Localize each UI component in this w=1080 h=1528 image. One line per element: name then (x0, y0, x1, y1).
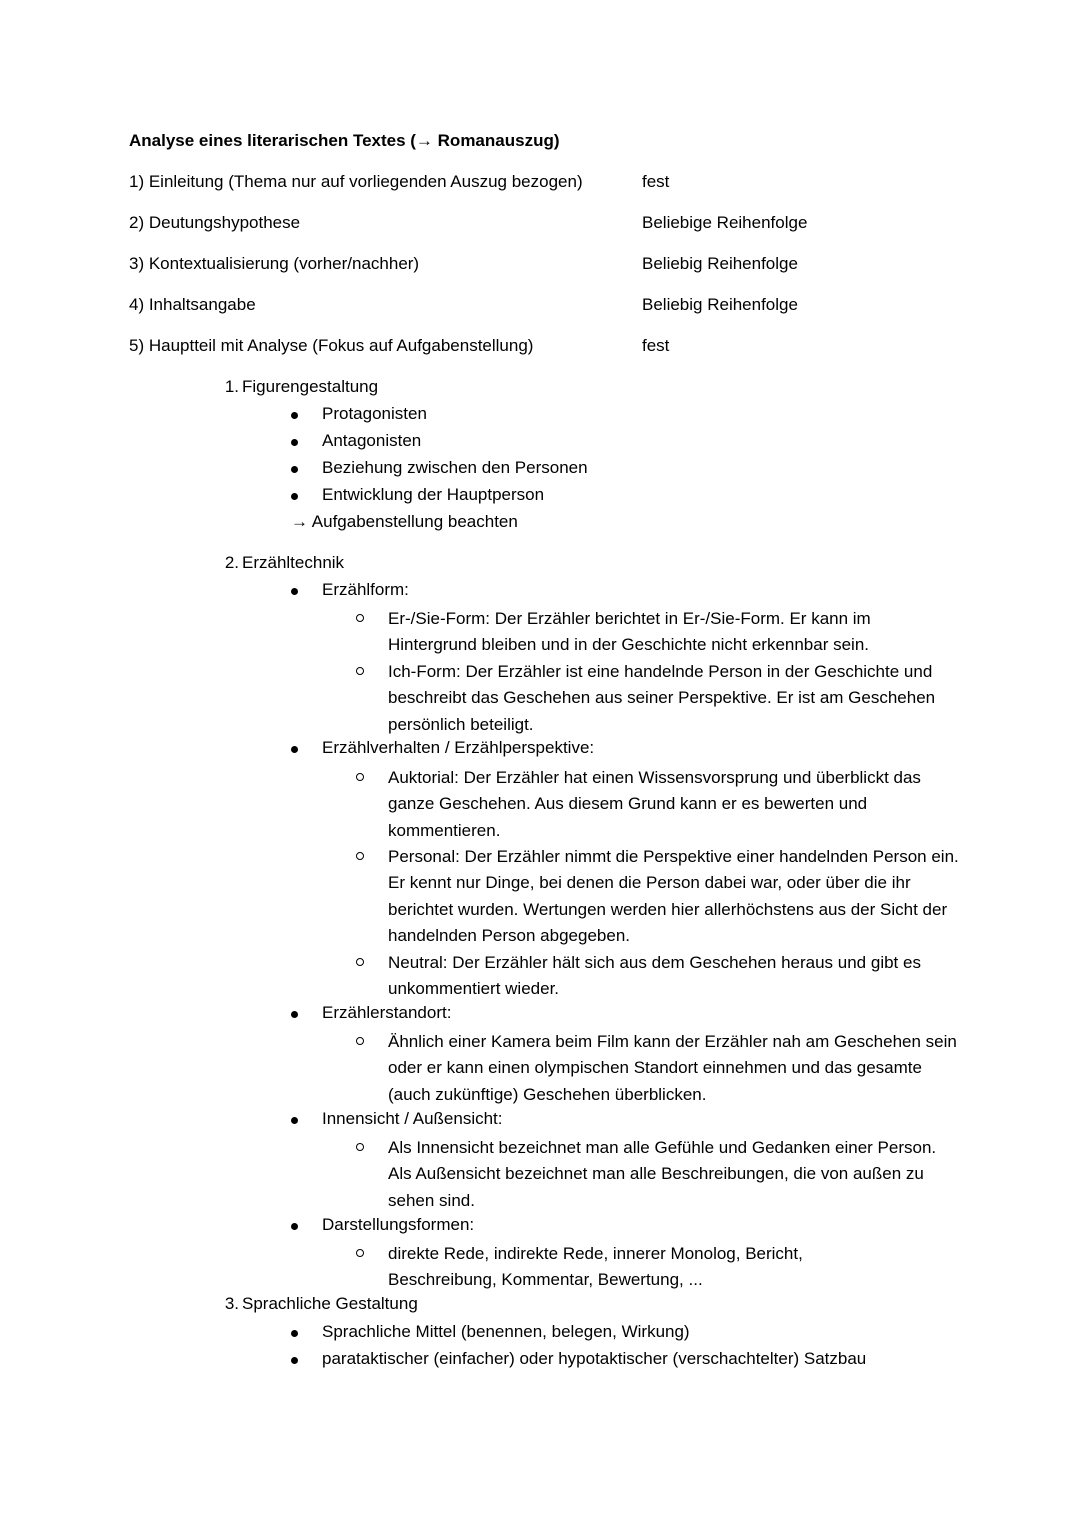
bullet-icon (291, 746, 298, 753)
list-item: Innensicht / Außensicht: (291, 1109, 951, 1133)
bullet-icon (291, 1223, 298, 1230)
circle-bullet-icon (356, 1037, 364, 1045)
circle-bullet-icon (356, 852, 364, 860)
circle-bullet-icon (356, 1249, 364, 1257)
list-item: Erzählerstandort: (291, 1003, 951, 1027)
outline-order: fest (642, 172, 670, 191)
circle-bullet-icon (356, 773, 364, 781)
outline-order: Beliebige Reihenfolge (642, 213, 808, 232)
section-number: 1. (224, 377, 239, 396)
section-heading (209, 377, 709, 401)
outline-label: 2) Deutungshypothese (129, 213, 301, 232)
circle-bullet-icon (356, 667, 364, 675)
outline-row (129, 295, 969, 319)
list-item: Entwicklung der Hauptperson (291, 485, 951, 509)
outline-label: 1) Einleitung (Thema nur auf vorliegenden Auszug bezogen) (129, 172, 583, 191)
circle-bullet-icon (356, 614, 364, 622)
list-item: Darstellungsformen: (291, 1215, 951, 1239)
bullet-icon (291, 1357, 298, 1364)
list-item: Erzählverhalten / Erzählperspektive: (291, 738, 951, 762)
circle-bullet-icon (356, 1143, 364, 1151)
section-title: Figurengestaltung (242, 377, 379, 396)
outline-label: 4) Inhaltsangabe (129, 295, 256, 314)
list-item: Antagonisten (291, 431, 951, 455)
section-heading (209, 1294, 709, 1318)
document-title: Analyse eines literarischen Textes (→ Romanauszug) (129, 131, 560, 150)
bullet-icon (291, 439, 298, 446)
bullet-icon (291, 1011, 298, 1018)
outline-label: 5) Hauptteil mit Analyse (Fokus auf Aufgabenstellung) (129, 336, 534, 355)
section-number: 3. (224, 1294, 239, 1313)
outline-label: 3) Kontextualisierung (vorher/nachher) (129, 254, 420, 273)
outline-order: Beliebig Reihenfolge (642, 295, 798, 314)
list-item: Erzählform: (291, 580, 951, 604)
bullet-icon (291, 1117, 298, 1124)
bullet-icon (291, 1330, 298, 1337)
outline-row (129, 254, 969, 278)
bullet-icon (291, 493, 298, 500)
section-number: 2. (224, 553, 239, 572)
section-heading (209, 553, 709, 577)
circle-bullet-icon (356, 958, 364, 966)
outline-row (129, 172, 969, 196)
outline-order: Beliebig Reihenfolge (642, 254, 798, 273)
document-page: Analyse eines literarischen Textes (→ Romanauszug) 1) Einleitung (Thema nur auf vorliegenden Auszug bezogen) fest 2) Deutungshypothese Beliebige Reihenfolge 3) Kontextualisierung (vorher/nachher) Beliebig Reihenfolge 4) Inhaltsangabe Beliebig Reihenfolge 5) Hauptteil mit Analyse (Fokus auf Aufgabenstellung) fest 1. Figurengestaltung Protagonisten Antagonisten Beziehung zwischen den Personen Entwicklung der Hauptperson → Aufgabenstellung beachten 2. Erzähltechnik Erzählform: Er-/Sie-Form: Der Erzähler berichtet in Er-/Sie-Form. Er kann im Hintergrund bleiben und in der Geschichte nicht erkennbar sein. Ich-Form: Der Erzähler ist eine handelnde Person in der Geschichte und beschreibt das Geschehen aus seiner Perspektive. Er ist am Geschehen persönlich beteiligt. Erzählverhalten / Erzählperspektive: Auktorial: Der Erzähler hat einen Wissensvorsprung und überblickt das ganze Geschehen. Aus diesem Grund kann er es bewerten und kommentieren. Personal: Der Erzähler nimmt die Perspektive einer handelnden Person ein. Er kennt nur Dinge, bei denen die Person dabei war, oder über die ihr berichtet wurden. Wertungen werden hier allerhöchstens aus der Sicht der handelnden Person abgegeben. Neutral: Der Erzähler hält sich aus dem Geschehen heraus und gibt es unkommentiert wieder. Erzählerstandort: Ähnlich einer Kamera beim Film kann der Erzähler nah am Geschehen sein oder er kann einen olympischen Standort einnehmen und das gesamte (auch zukünftige) Geschehen überblicken. Innensicht / Außensicht: Als Innensicht bezeichnet man alle Gefühle und Gedanken einer Person. Als Außensicht bezeichnet man alle Beschreibungen, die von außen zu sehen sind. Darstellungsformen: direkte Rede, indirekte Rede, innerer Monolog, Bericht, Beschreibung, Kommentar, Bewertung, ... 3. Sprachliche Gestaltung Sprachliche Mittel (benennen, belegen, Wirkung) parataktischer (einfacher) oder hypotaktischer (verschachtelter) Satzbau (0, 0, 1080, 1528)
bullet-icon (291, 588, 298, 595)
outline-row (129, 213, 969, 237)
list-item: Sprachliche Mittel (benennen, belegen, Wirkung) (291, 1322, 951, 1346)
bullet-icon (291, 466, 298, 473)
bullet-icon (291, 412, 298, 419)
section-title: Sprachliche Gestaltung (242, 1294, 418, 1313)
section-note: → Aufgabenstellung beachten (291, 512, 518, 531)
list-item: Beziehung zwischen den Personen (291, 458, 951, 482)
list-item: Protagonisten (291, 404, 951, 428)
outline-row (129, 336, 969, 360)
outline-order: fest (642, 336, 670, 355)
section-title: Erzähltechnik (242, 553, 345, 572)
list-item: parataktischer (einfacher) oder hypotaktischer (verschachtelter) Satzbau (291, 1349, 951, 1373)
